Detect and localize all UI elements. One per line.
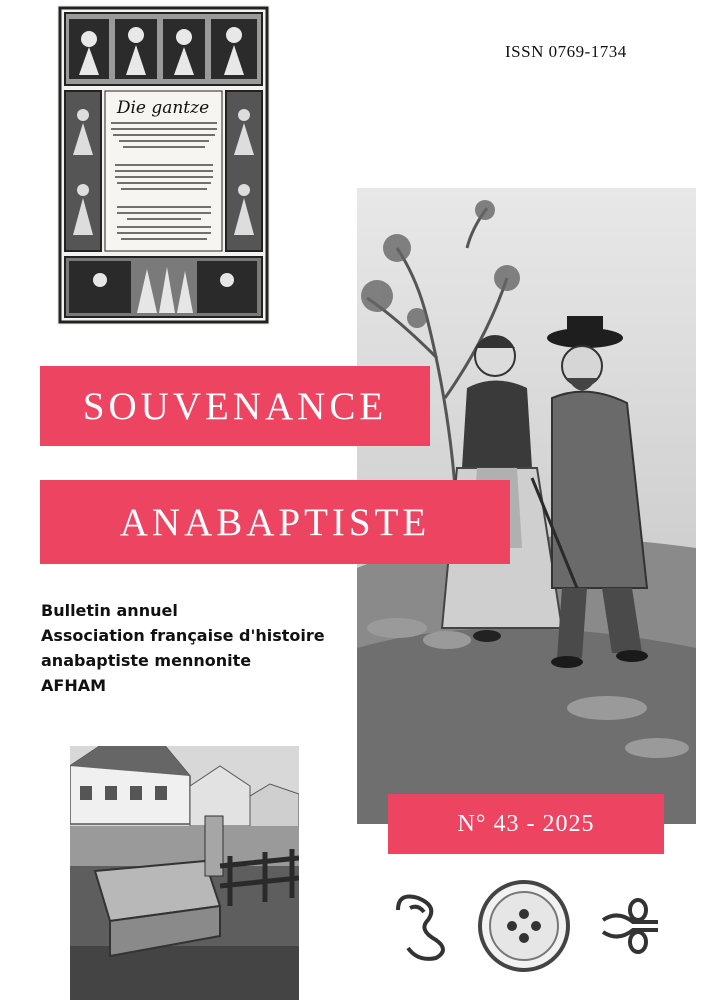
subtitle-line4: AFHAM: [41, 676, 107, 695]
issn-number: ISSN 0769-1734: [505, 42, 627, 61]
subtitle-block: [41, 598, 325, 698]
village-fountain-image: [70, 746, 299, 1000]
title-line2: ANABAPTISTE: [119, 500, 431, 544]
fasteners-image: [388, 870, 668, 980]
issue-number: N° 43 - 2025: [457, 810, 595, 837]
svg-text:Die gantze: Die gantze: [116, 98, 210, 118]
title-banner-line1: [40, 366, 430, 446]
title-banner-line2: [40, 480, 510, 564]
subtitle-line3: anabaptiste mennonite: [41, 651, 252, 670]
bible-title-page-image: [57, 5, 270, 325]
issue-banner: [388, 794, 664, 854]
title-line1: SOUVENANCE: [82, 384, 388, 428]
subtitle-line2: Association française d'histoire: [41, 626, 325, 645]
subtitle-line1: Bulletin annuel: [41, 601, 178, 620]
